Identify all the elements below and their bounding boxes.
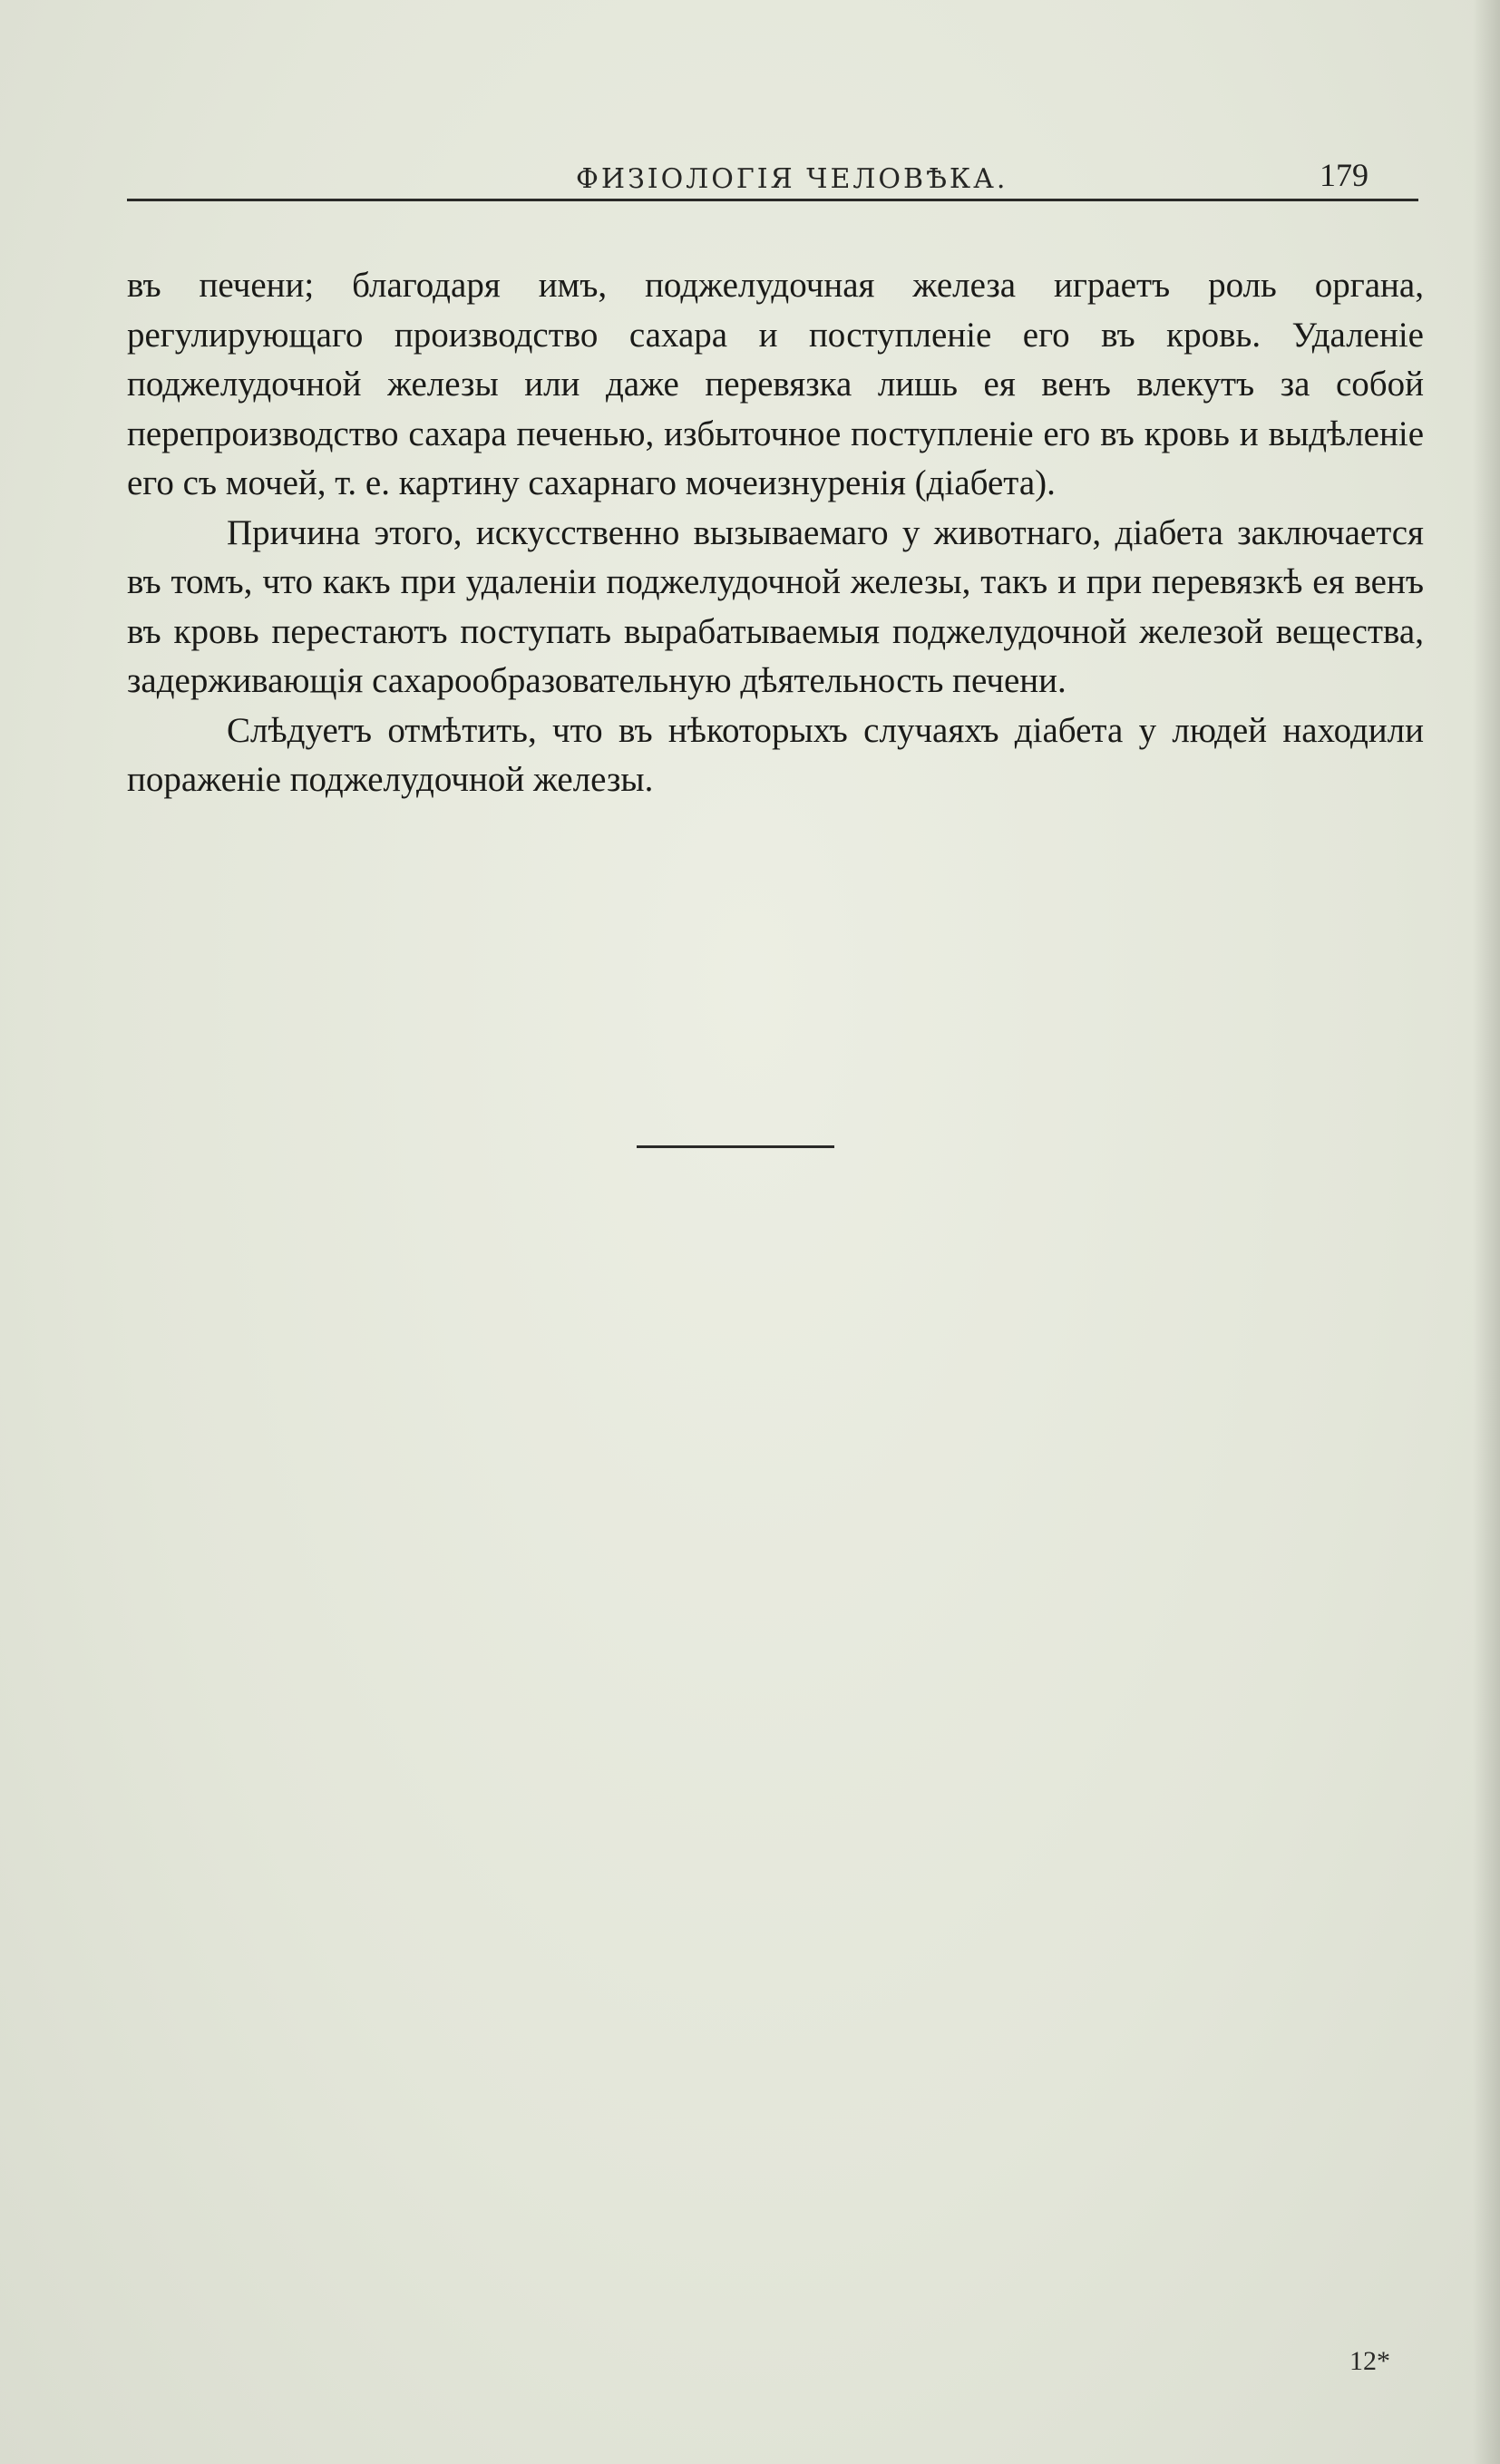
page-number: 179: [1320, 157, 1369, 193]
section-end-rule: [637, 1145, 834, 1148]
body-text: [127, 261, 1424, 805]
running-title: ФИЗІОЛОГІЯ ЧЕЛОВѢКА.: [576, 163, 1008, 195]
paragraph-continuation: въ печени; благодаря имъ, поджелудочная железа играетъ роль органа, регулирующаго производство сахара и поступленіе его въ кровь. Удаленіе поджелудочной железы или даже перевязка лишь ея венъ влекутъ за собой перепроизводство сахара печенью, избыточное поступленіе его въ кровь и выдѣленіе его съ мочей, т. е. картину сахарнаго мочеизнуренія (діабета).: [127, 266, 1424, 502]
paragraph-diabetes-cause: Причина этого, искусственно вызываемаго у животнаго, діабета заключается въ томъ, что какъ при удаленіи поджелудочной железы, такъ и при перевязкѣ ея венъ въ кровь перестаютъ поступать вырабатываемыя поджелудочной железой вещества, задерживающія сахарообразовательную дѣятельность печени.: [127, 512, 1424, 700]
paragraph-human-cases: Слѣдуетъ отмѣтить, что въ нѣкоторыхъ случаяхъ діабета у людей находили пораженіе поджелудочной железы.: [127, 710, 1424, 799]
signature-mark: 12*: [1349, 2346, 1390, 2376]
page-edge-shadow: [1473, 0, 1500, 2464]
header-rule: [127, 199, 1418, 201]
